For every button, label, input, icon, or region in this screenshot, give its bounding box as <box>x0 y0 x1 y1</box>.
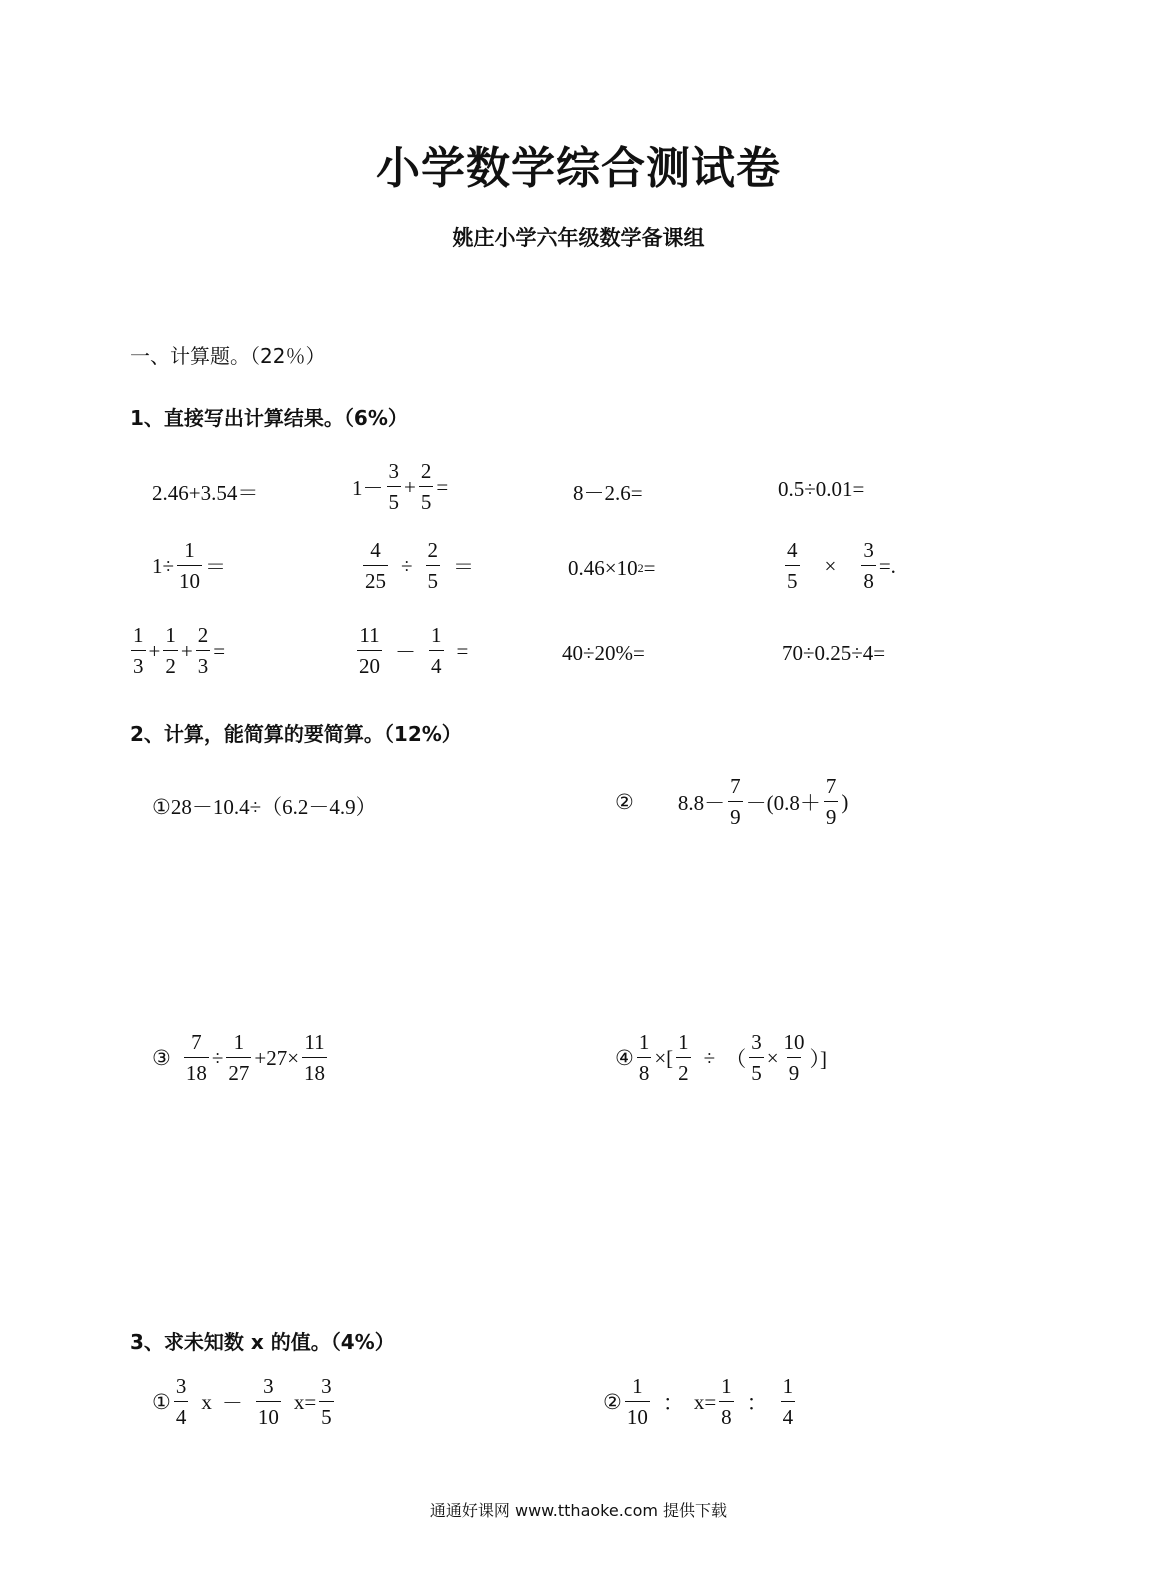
fraction: $\frac{7}{18}$ <box>185 1030 207 1085</box>
q1-item-5: 1÷ $\frac{1}{10}$ ＝ <box>152 538 227 593</box>
fraction: $\frac{1}{10}$ <box>626 1374 648 1429</box>
fraction: $\frac{2}{3}$ <box>197 623 209 678</box>
question-2-heading: 2、计算，能简算的要简算。（12%） <box>130 722 462 746</box>
fraction: $\frac{1}{4}$ <box>782 1374 794 1429</box>
q3-item-1: ① $\frac{3}{4}$ x － $\frac{3}{10}$ x = $\frac{3}{5}$ <box>152 1374 332 1429</box>
fraction: $\frac{3}{8}$ <box>863 538 874 593</box>
q2-item-2: ② 8.8－ $\frac{7}{9}$ －(0.8＋ $\frac{7}{9}$ ) <box>615 774 849 829</box>
fraction: $\frac{4}{5}$ <box>787 538 798 593</box>
q2-item-1: ①28－10.4÷（6.2－4.9） <box>152 795 377 819</box>
q1-item-11: 40÷20%= <box>562 641 645 665</box>
fraction: $\frac{2}{5}$ <box>427 538 439 593</box>
q1-item-10: $\frac{11}{20}$ － $\frac{1}{4}$ = <box>359 623 469 678</box>
fraction: $\frac{1}{4}$ <box>431 623 442 678</box>
fraction: $\frac{3}{5}$ <box>321 1374 332 1429</box>
fraction: $\frac{4}{25}$ <box>365 538 386 593</box>
fraction: $\frac{7}{9}$ <box>730 774 741 829</box>
q1-item-6: $\frac{4}{25}$ ÷ $\frac{2}{5}$ ＝ <box>365 538 475 593</box>
fraction: $\frac{7}{9}$ <box>825 774 837 829</box>
fraction: $\frac{1}{2}$ <box>678 1030 689 1085</box>
fraction: $\frac{3}{5}$ <box>388 459 399 514</box>
question-3-heading: 3、求未知数 x 的值。（4%） <box>130 1330 395 1354</box>
q1-item-2: 1－ $\frac{3}{5}$ + $\frac{2}{5}$ = <box>352 459 449 514</box>
q1-item-4: 0.5÷0.01= <box>778 477 865 501</box>
page-title: 小学数学综合测试卷 <box>376 143 781 194</box>
fraction: $\frac{3}{10}$ <box>257 1374 279 1429</box>
q1-item-1: 2.46+3.54＝ <box>152 481 259 505</box>
fraction: $\frac{1}{8}$ <box>721 1374 732 1429</box>
fraction: $\frac{11}{20}$ <box>359 623 380 678</box>
fraction: $\frac{1}{10}$ <box>179 538 201 593</box>
section-heading: 一、计算题。（22％） <box>130 344 326 368</box>
fraction: $\frac{3}{5}$ <box>751 1030 762 1085</box>
fraction: $\frac{2}{5}$ <box>420 459 432 514</box>
q2-item-4: ④ $\frac{1}{8}$ ×[ $\frac{1}{2}$ ÷ （ $\frac{3}{5}$ × $\frac{10}{9}$ ）] <box>615 1030 828 1085</box>
q1-item-3: 8－2.6= <box>573 481 643 505</box>
q2-item-3: ③ $\frac{7}{18}$ ÷ $\frac{1}{27}$ +27× $\frac{11}{18}$ <box>152 1030 326 1085</box>
q3-item-2: ② $\frac{1}{10}$ ： x = $\frac{1}{8}$ ： $\frac{1}{4}$ <box>603 1374 794 1429</box>
page-subtitle: 姚庄小学六年级数学备课组 <box>452 226 705 250</box>
fraction: $\frac{1}{3}$ <box>133 623 144 678</box>
question-1-heading: 1、直接写出计算结果。（6%） <box>130 406 408 430</box>
fraction: $\frac{10}{9}$ <box>783 1030 805 1085</box>
q1-item-12: 70÷0.25÷4= <box>782 641 886 665</box>
fraction: $\frac{1}{27}$ <box>228 1030 250 1085</box>
q1-item-9: $\frac{1}{3}$ + $\frac{1}{2}$ + $\frac{2}{3}$ = <box>133 623 226 678</box>
page-footer: 通通好课网 www.tthaoke.com 提供下载 <box>429 1501 728 1520</box>
fraction: $\frac{1}{8}$ <box>638 1030 650 1085</box>
fraction: $\frac{3}{4}$ <box>175 1374 187 1429</box>
fraction: $\frac{11}{18}$ <box>304 1030 326 1085</box>
fraction: $\frac{1}{2}$ <box>165 623 176 678</box>
q1-item-7: 0.46×10 2 = <box>568 556 656 580</box>
q1-item-8: $\frac{4}{5}$ × $\frac{3}{8}$ =. <box>787 538 896 593</box>
